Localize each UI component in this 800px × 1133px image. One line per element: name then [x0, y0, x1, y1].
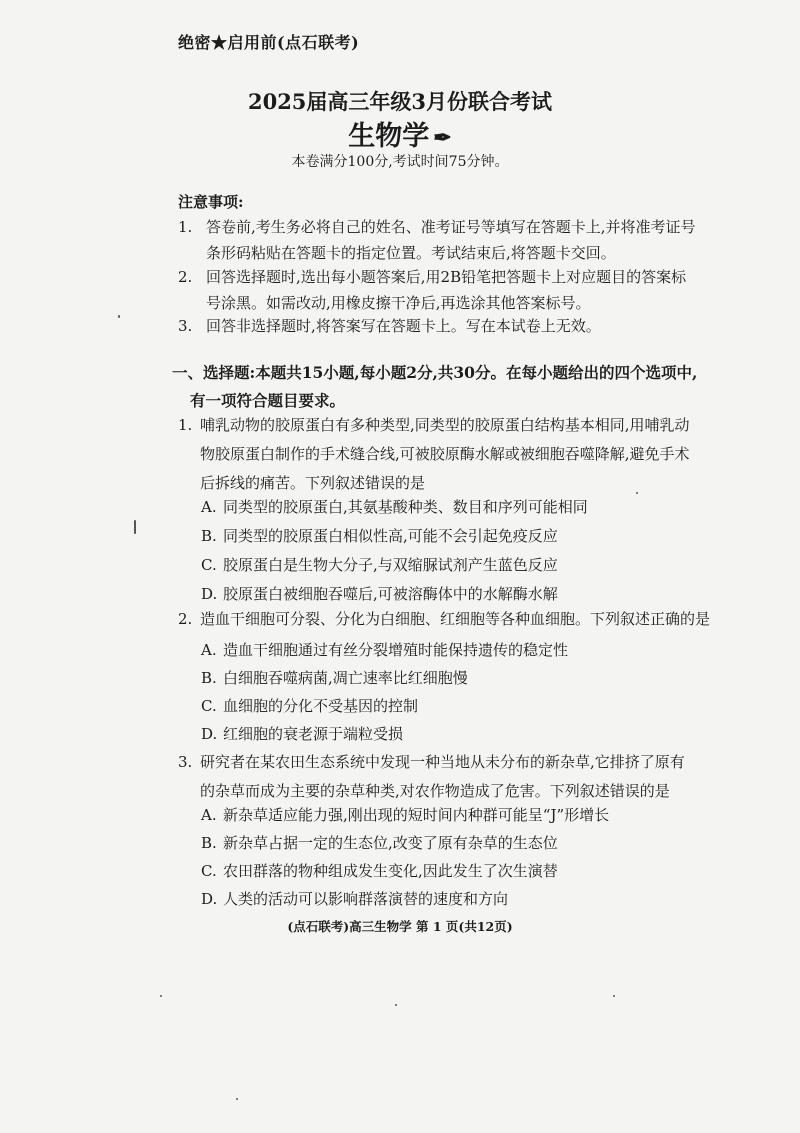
note-text: 号涂黑。如需改动,用橡皮擦干净后,再选涂其他答案标号。	[206, 294, 591, 312]
note-text: 答卷前,考生务必将自己的姓名、准考证号等填写在答题卡上,并将准考证号	[206, 218, 696, 236]
scan-speck	[395, 1004, 397, 1006]
question-number: 3.	[178, 753, 193, 771]
answer-option	[201, 584, 558, 604]
answer-option	[201, 861, 558, 881]
option-letter: D.	[201, 890, 218, 908]
note-text: 回答非选择题时,将答案写在答题卡上。写在本试卷上无效。	[206, 317, 601, 335]
option-text: 胶原蛋白是生物大分子,与双缩脲试剂产生蓝色反应	[223, 556, 558, 574]
question-stem	[178, 411, 743, 498]
note-text: 回答选择题时,选出每小题答案后,用2B铅笔把答题卡上对应题目的答案标	[206, 268, 687, 286]
confidential-label: 绝密★启用前(点石联考)	[178, 33, 360, 52]
option-text: 同类型的胶原蛋白相似性高,可能不会引起免疫反应	[223, 527, 558, 545]
scan-speck	[118, 315, 120, 318]
option-text: 造血干细胞通过有丝分裂增殖时能保持遗传的稳定性	[223, 641, 569, 659]
question-text: 哺乳动物的胶原蛋白有多种类型,同类型的胶原蛋白结构基本相同,用哺乳动	[200, 416, 690, 434]
note-item	[178, 214, 738, 266]
scan-speck	[236, 1098, 238, 1100]
note-item	[178, 264, 738, 316]
answer-option	[201, 724, 403, 744]
answer-option	[201, 668, 468, 688]
option-letter: C.	[201, 697, 217, 715]
option-text: 同类型的胶原蛋白,其氨基酸种类、数目和序列可能相同	[223, 498, 588, 516]
exam-title: 2025届高三年级3月份联合考试	[247, 89, 553, 114]
note-text: 条形码粘贴在答题卡的指定位置。考试结束后,将答题卡交回。	[206, 244, 616, 262]
notes-title: 注意事项:	[178, 193, 244, 211]
option-text: 农田群落的物种组成发生变化,因此发生了次生演替	[223, 862, 558, 880]
section-text: 有一项符合题目要求。	[190, 391, 346, 410]
question-text: 后拆线的痛苦。下列叙述错误的是	[200, 474, 426, 492]
subject-name: 生物学	[348, 121, 430, 152]
question-text: 研究者在某农田生态系统中发现一种当地从未分布的新杂草,它排挤了原有	[200, 753, 685, 771]
answer-option	[201, 526, 558, 546]
quill-icon: ✒	[433, 125, 452, 151]
option-letter: A.	[201, 641, 217, 659]
answer-option	[201, 497, 588, 517]
question-stem	[178, 605, 743, 634]
question-text: 物胶原蛋白制作的手术缝合线,可被胶原酶水解或被细胞吞噬降解,避免手术	[200, 445, 690, 463]
option-text: 新杂草占据一定的生态位,改变了原有杂草的生态位	[223, 834, 558, 852]
option-text: 血细胞的分化不受基因的控制	[223, 697, 419, 715]
answer-option	[201, 805, 609, 825]
option-letter: D.	[201, 585, 218, 603]
answer-option	[201, 555, 558, 575]
answer-option	[201, 833, 558, 853]
option-letter: B.	[201, 834, 217, 852]
scan-speck	[134, 520, 136, 534]
option-text: 人类的活动可以影响群落演替的速度和方向	[223, 890, 509, 908]
option-letter: C.	[201, 556, 217, 574]
option-letter: A.	[201, 806, 217, 824]
note-number: 2.	[178, 268, 193, 286]
option-letter: B.	[201, 669, 217, 687]
option-letter: C.	[201, 862, 217, 880]
question-stem	[178, 748, 743, 806]
option-letter: B.	[201, 527, 217, 545]
answer-option	[201, 696, 418, 716]
option-letter: A.	[201, 498, 217, 516]
option-letter: D.	[201, 725, 218, 743]
option-text: 红细胞的衰老源于端粒受损	[223, 725, 404, 743]
option-text: 新杂草适应能力强,刚出现的短时间内种群可能呈“J”形增长	[223, 806, 610, 824]
question-text: 造血干细胞可分裂、分化为白细胞、红细胞等各种血细胞。下列叙述正确的是	[200, 610, 711, 628]
answer-option	[201, 889, 508, 909]
note-item	[178, 313, 738, 339]
question-number: 1.	[178, 416, 193, 434]
scan-speck	[636, 492, 638, 494]
option-text: 白细胞吞噬病菌,凋亡速率比红细胞慢	[223, 669, 468, 687]
note-number: 3.	[178, 317, 193, 335]
scan-speck	[613, 995, 615, 997]
section-heading	[172, 359, 752, 415]
exam-meta: 本卷满分100分,考试时间75分钟。	[291, 154, 509, 170]
question-number: 2.	[178, 610, 193, 628]
section-text: 一、选择题:本题共15小题,每小题2分,共30分。在每小题给出的四个选项中,	[172, 363, 698, 382]
option-text: 胶原蛋白被细胞吞噬后,可被溶酶体中的水解酶水解	[223, 585, 558, 603]
note-number: 1.	[178, 218, 193, 236]
question-text: 的杂草而成为主要的杂草种类,对农作物造成了危害。下列叙述错误的是	[200, 782, 670, 800]
subject-title	[0, 114, 800, 153]
scan-speck	[160, 995, 162, 997]
page-footer: (点石联考)高三生物学 第 1 页(共12页)	[287, 919, 513, 934]
answer-option	[201, 640, 568, 660]
